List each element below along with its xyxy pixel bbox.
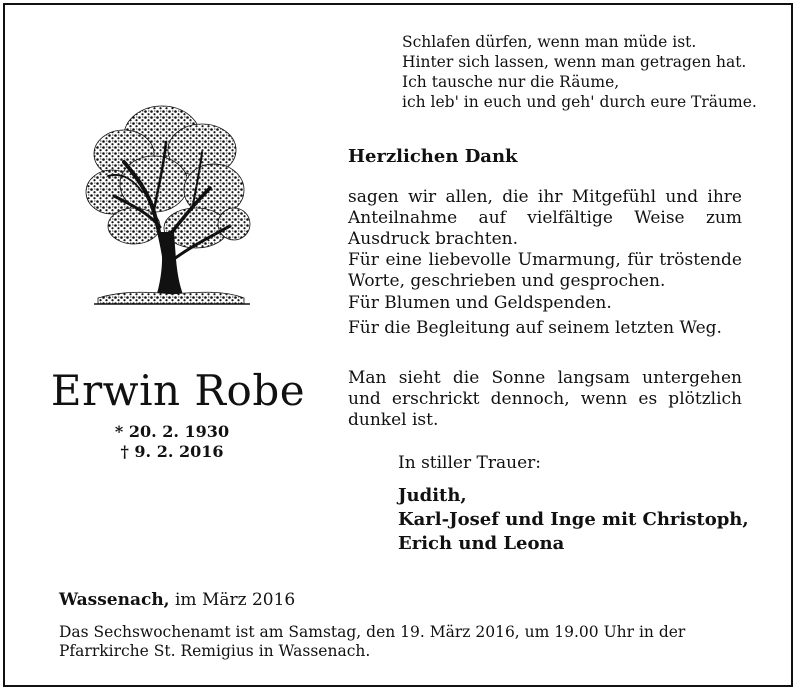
mass-notice: Das Sechswochenamt ist am Samstag, den 19. März 2016, um 19.00 Uhr in der Pfarrkirche St. Remigius in Wassenach. bbox=[59, 623, 686, 660]
poem bbox=[402, 32, 772, 112]
thanks-paragraph: Für die Begleitung auf seinem letzten Weg. bbox=[348, 318, 722, 338]
family-names bbox=[398, 484, 749, 556]
birth-date: * 20. 2. 1930 bbox=[114, 422, 230, 441]
family-line: Karl-Josef und Inge mit Christoph, bbox=[398, 509, 749, 530]
family-line: Erich und Leona bbox=[398, 533, 565, 554]
place: Wassenach, bbox=[59, 590, 170, 610]
poem-line: Hinter sich lassen, wenn man getragen hat. bbox=[402, 53, 747, 71]
thanks-heading: Herzlichen Dank bbox=[348, 146, 518, 167]
place-date bbox=[59, 589, 295, 611]
date: im März 2016 bbox=[169, 590, 296, 610]
thanks-paragraph: sagen wir allen, die ihr Mitgefühl und ihre Anteilnahme auf vielfältige Weise zum Ausdruck brachten. bbox=[348, 187, 742, 249]
deceased-name: Erwin Robe bbox=[50, 366, 306, 415]
tree-illustration bbox=[84, 92, 254, 310]
thanks-paragraph: Für eine liebevolle Umarmung, für tröstende Worte, geschrieben und gesprochen. bbox=[348, 250, 742, 291]
family-line: Judith, bbox=[398, 485, 467, 506]
poem-line: ich leb' in euch und geh' durch eure Träume. bbox=[402, 93, 757, 111]
death-date: † 9. 2. 2016 bbox=[120, 442, 224, 461]
life-dates bbox=[60, 422, 284, 462]
poem-line: Ich tausche nur die Räume, bbox=[402, 73, 620, 91]
sunset-quote: Man sieht die Sonne langsam untergehen und erschrickt dennoch, wenn es plötzlich dunkel ist. bbox=[348, 368, 742, 430]
mourning-label: In stiller Trauer: bbox=[398, 453, 541, 473]
poem-line: Schlafen dürfen, wenn man müde ist. bbox=[402, 33, 697, 51]
thanks-paragraph: Für Blumen und Geldspenden. bbox=[348, 293, 612, 313]
